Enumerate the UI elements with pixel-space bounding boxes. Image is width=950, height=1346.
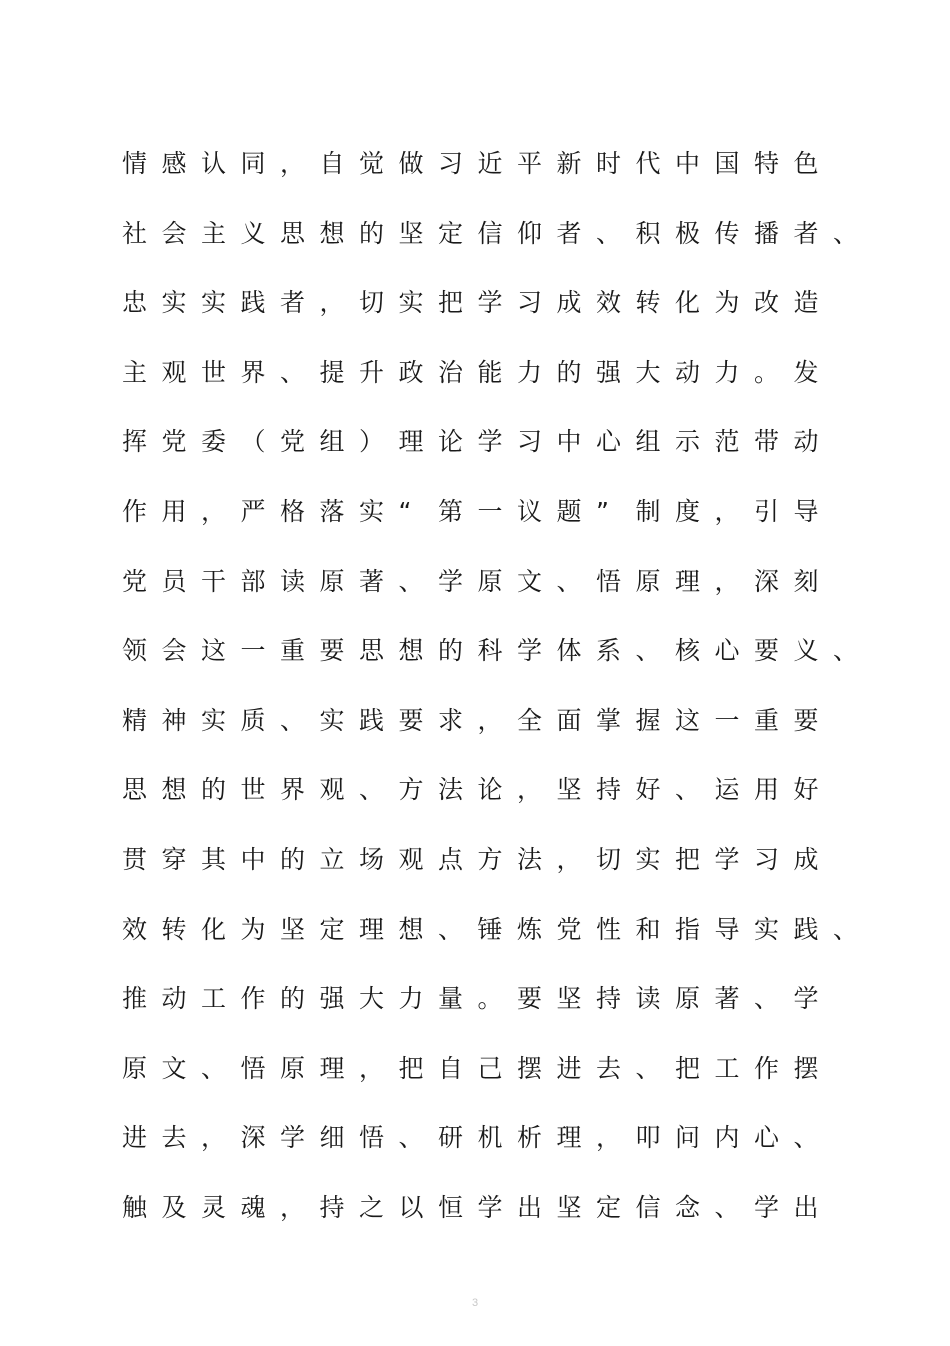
text-line: 效 转 化 为 坚 定 理 想 、 锤 炼 党 性 和 指 导 实 践 、 (122, 914, 859, 944)
text-line: 挥 党 委 （ 党 组 ） 理 论 学 习 中 心 组 示 范 带 动 (122, 427, 819, 457)
text-line: 社 会 主 义 思 想 的 坚 定 信 仰 者 、 积 极 传 播 者 、 (122, 218, 859, 248)
text-line: 思 想 的 世 界 观 、 方 法 论 ， 坚 持 好 、 运 用 好 (122, 775, 819, 805)
text-line: 精 神 实 质 、 实 践 要 求 ， 全 面 掌 握 这 一 重 要 (122, 705, 819, 735)
text-line: 领 会 这 一 重 要 思 想 的 科 学 体 系 、 核 心 要 义 、 (122, 636, 859, 666)
text-line: 推 动 工 作 的 强 大 力 量 。 要 坚 持 读 原 著 、 学 (122, 984, 819, 1014)
page-number: 3 (471, 1297, 479, 1309)
text-line: 进 去 ， 深 学 细 悟 、 研 机 析 理 ， 叩 问 内 心 、 (122, 1123, 819, 1153)
text-line: 党 员 干 部 读 原 著 、 学 原 文 、 悟 原 理 ， 深 刻 (122, 566, 819, 596)
text-line: 作 用 ， 严 格 落 实 “ 第 一 议 题 ” 制 度 ， 引 导 (122, 496, 819, 526)
text-line: 忠 实 实 践 者 ， 切 实 把 学 习 成 效 转 化 为 改 造 (122, 288, 819, 318)
text-line: 原 文 、 悟 原 理 ， 把 自 己 摆 进 去 、 把 工 作 摆 (122, 1053, 819, 1083)
text-line: 主 观 世 界 、 提 升 政 治 能 力 的 强 大 动 力 。 发 (122, 357, 819, 387)
text-line: 触 及 灵 魂 ， 持 之 以 恒 学 出 坚 定 信 念 、 学 出 (122, 1192, 819, 1222)
text-line: 情 感 认 同 ， 自 觉 做 习 近 平 新 时 代 中 国 特 色 (122, 149, 819, 178)
body-text (122, 144, 882, 1258)
text-line: 贯 穿 其 中 的 立 场 观 点 方 法 ， 切 实 把 学 习 成 (122, 844, 819, 874)
